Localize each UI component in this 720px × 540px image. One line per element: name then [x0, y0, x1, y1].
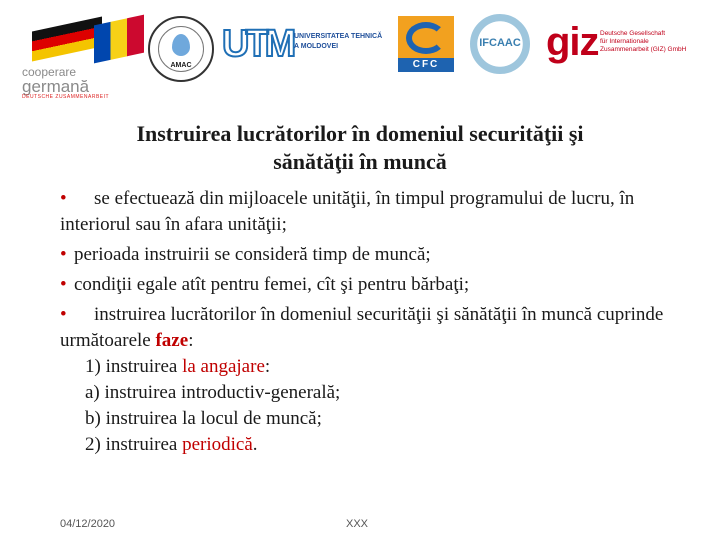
utm-line1: UNIVERSITATEA TEHNICĂ [294, 33, 383, 40]
logo-bar [0, 0, 720, 100]
footer-center: XXX [346, 518, 369, 530]
cfc-ring-icon [406, 22, 446, 54]
bullet-item-3 [60, 272, 700, 298]
giz-line1: Deutsche Gesellschaft [600, 30, 666, 37]
phase-b: b) instruirea la locul de muncă; [85, 408, 322, 429]
bullet-text: instruirea lucrătorilor în domeniul securităţii şi sănătăţii în muncă cuprinde următoarele [60, 304, 664, 351]
ifcaac-label: IFCAAC [479, 37, 521, 49]
bullet-text: se efectuează din mijloacele unităţii, în timpul programului de lucru, în interiorul sau în afara unităţii; [60, 188, 635, 235]
utm-text [294, 32, 382, 52]
giz-line2: für Internationale [600, 38, 649, 45]
coop-line2: germană [22, 77, 90, 96]
giz-line3: Zusammenarbeit (GIZ) GmbH [600, 46, 687, 53]
amac-label: AMAC [170, 62, 192, 69]
bullet-text: condiţii egale atît pentru femei, cît şi pentru bărbaţi; [74, 274, 470, 295]
giz-text [600, 30, 686, 54]
utm-line2: A MOLDOVEI [294, 43, 339, 50]
amac-logo [148, 16, 214, 82]
bullet-text-end: : [188, 330, 194, 351]
bullet-icon: • [60, 244, 67, 265]
coop-line1: cooperare [22, 65, 77, 79]
phase-text: 2) instruirea [85, 434, 183, 455]
phase-a: a) instruirea introductiv-generală; [85, 382, 341, 403]
phase-1 [60, 354, 700, 380]
bullet-icon: • [60, 188, 67, 209]
emphasis-text: periodică [182, 434, 253, 455]
cfc-label: CFC [398, 58, 454, 72]
slide-body [60, 186, 700, 458]
german-flag-icon [32, 17, 102, 62]
flags-icon [22, 20, 142, 60]
phase-text-end: : [264, 356, 271, 377]
bullet-item-4 [60, 302, 700, 354]
title-line2: sănătăţii în muncă [273, 149, 447, 174]
utm-mark: UTM [222, 23, 293, 65]
bullet-icon: • [60, 304, 67, 325]
bullet-item-1 [60, 186, 700, 238]
coop-line3: DEUTSCHE ZUSAMMENARBEIT [22, 94, 110, 100]
utm-logo [222, 24, 392, 66]
giz-mark: giz [546, 20, 599, 64]
giz-logo [546, 20, 716, 70]
phase-2 [60, 432, 700, 458]
emphasis-text: la angajare [182, 356, 265, 377]
cfc-logo [398, 16, 454, 72]
cooperare-germana-logo [22, 20, 142, 100]
bullet-text: perioada instruirii se consideră timp de muncă; [74, 244, 431, 265]
phase-text-end: . [252, 434, 258, 455]
ifcaac-logo [470, 14, 530, 74]
phase-text: 1) instruirea [85, 356, 183, 377]
slide-title [40, 120, 680, 176]
footer-date: 04/12/2020 [60, 518, 116, 530]
bullet-icon: • [60, 274, 67, 295]
emphasis-text: faze [155, 330, 189, 351]
title-line1: Instruirea lucrătorilor în domeniul securităţii şi [136, 121, 584, 146]
water-drop-icon [172, 34, 190, 56]
bullet-item-2 [60, 242, 700, 268]
